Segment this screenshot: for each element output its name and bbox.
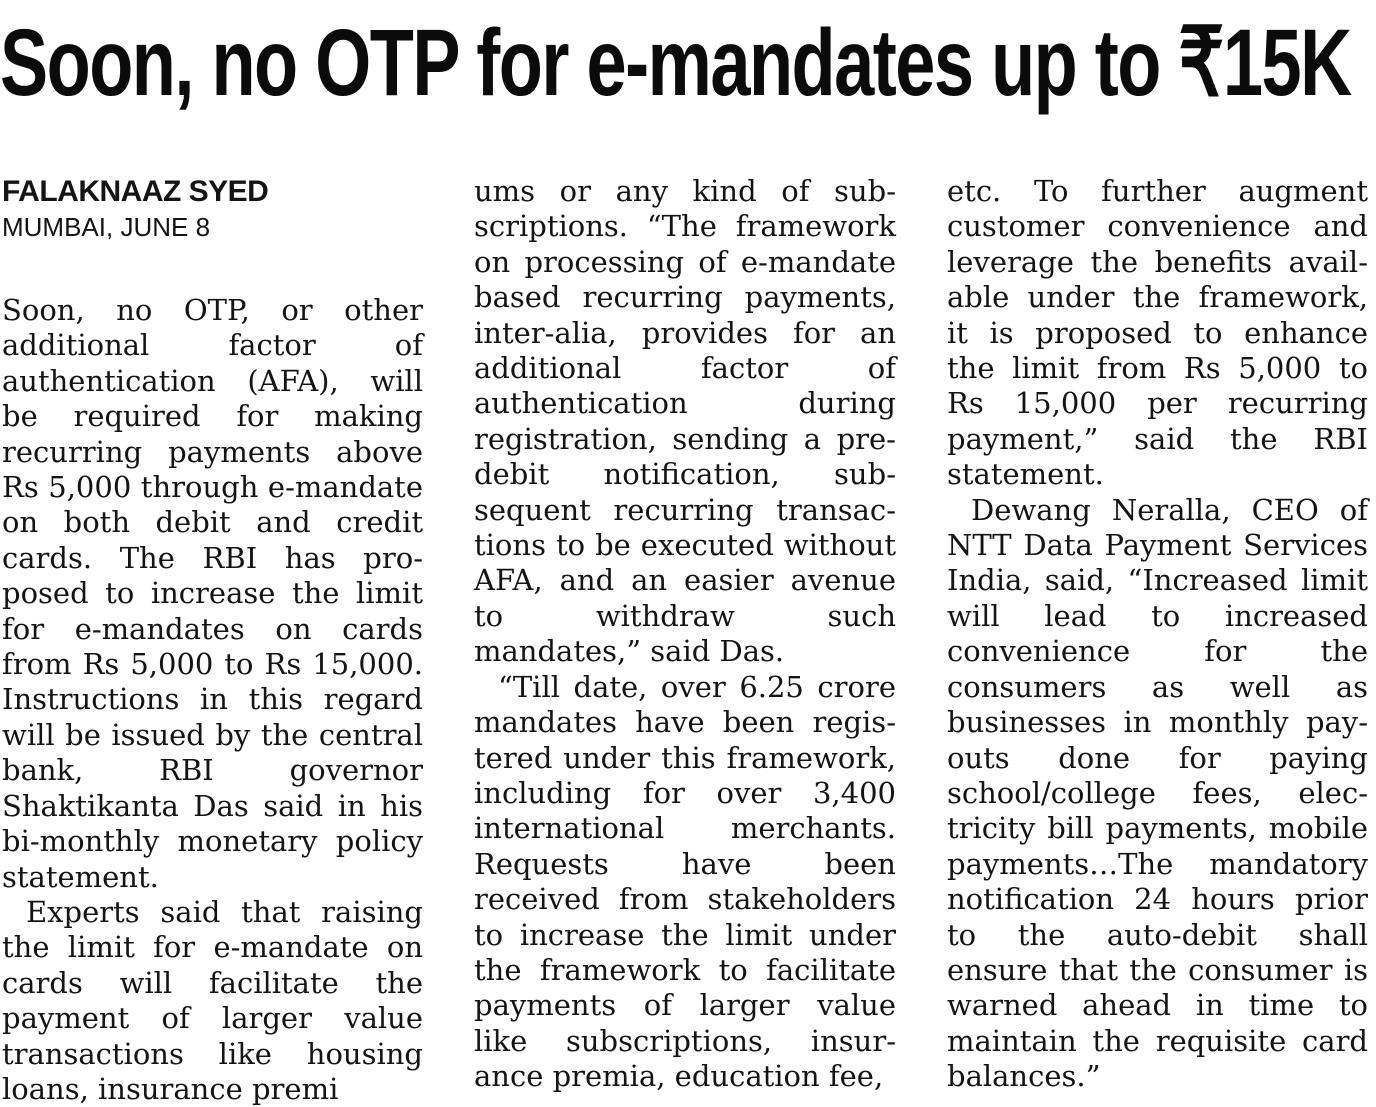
- paragraph: Experts said that raising the limit for e-mandate on cards will facilitate the payment of larger value transactions like housing loans, insurance premi: [2, 894, 423, 1106]
- byline-dateline: MUMBAI, JUNE 8: [2, 212, 211, 242]
- byline-author: FALAKNAAZ SYED: [2, 175, 269, 208]
- paragraph: “Till date, over 6.25 crore mandates have been registered under this framework, including for over 3,400 international merchants. Requests have been received from stakeholders to increase the limit under the framework to facilitate payments of larger value like subscriptions, insurance premia, education fee,: [474, 669, 896, 1094]
- article-column-3: [947, 174, 1368, 1095]
- paragraph: ums or any kind of subscriptions. “The framework on processing of e-mandate based recurring payments, inter-alia, provides for an additional factor of authentication during registration, sending a pre-debit notification, subsequent recurring transactions to be executed without AFA, and an easier avenue to withdraw such mandates,” said Das.: [474, 174, 896, 669]
- headline: Soon, no OTP for e-mandates up to ₹15K: [0, 10, 1351, 116]
- paragraph: Soon, no OTP, or other additional factor of authentication (AFA), will be required for making recurring payments above Rs 5,000 through e-mandate on both debit and credit cards. The RBI has proposed to increase the limit for e-mandates on cards from Rs 5,000 to Rs 15,000. Instructions in this regard will be issued by the central bank, RBI governor Shaktikanta Das said in his bi-monthly monetary policy statement.: [2, 293, 423, 894]
- paragraph: etc. To further augment customer convenience and leverage the benefits available under the framework, it is proposed to enhance the limit from Rs 5,000 to Rs 15,000 per recurring payment,” said the RBI statement.: [947, 174, 1368, 492]
- article-column-2: [474, 174, 896, 1095]
- paragraph: Dewang Neralla, CEO of NTT Data Payment Services India, said, “Increased limit will lead to increased convenience for the consumers as well as businesses in monthly pay-outs done for paying school/college fees, electricity bill payments, mobile payments…The mandatory notification 24 hours prior to the auto-debit shall ensure that the consumer is warned ahead in time to maintain the requisite card balances.”: [947, 492, 1368, 1094]
- article-column-1: [2, 174, 423, 1107]
